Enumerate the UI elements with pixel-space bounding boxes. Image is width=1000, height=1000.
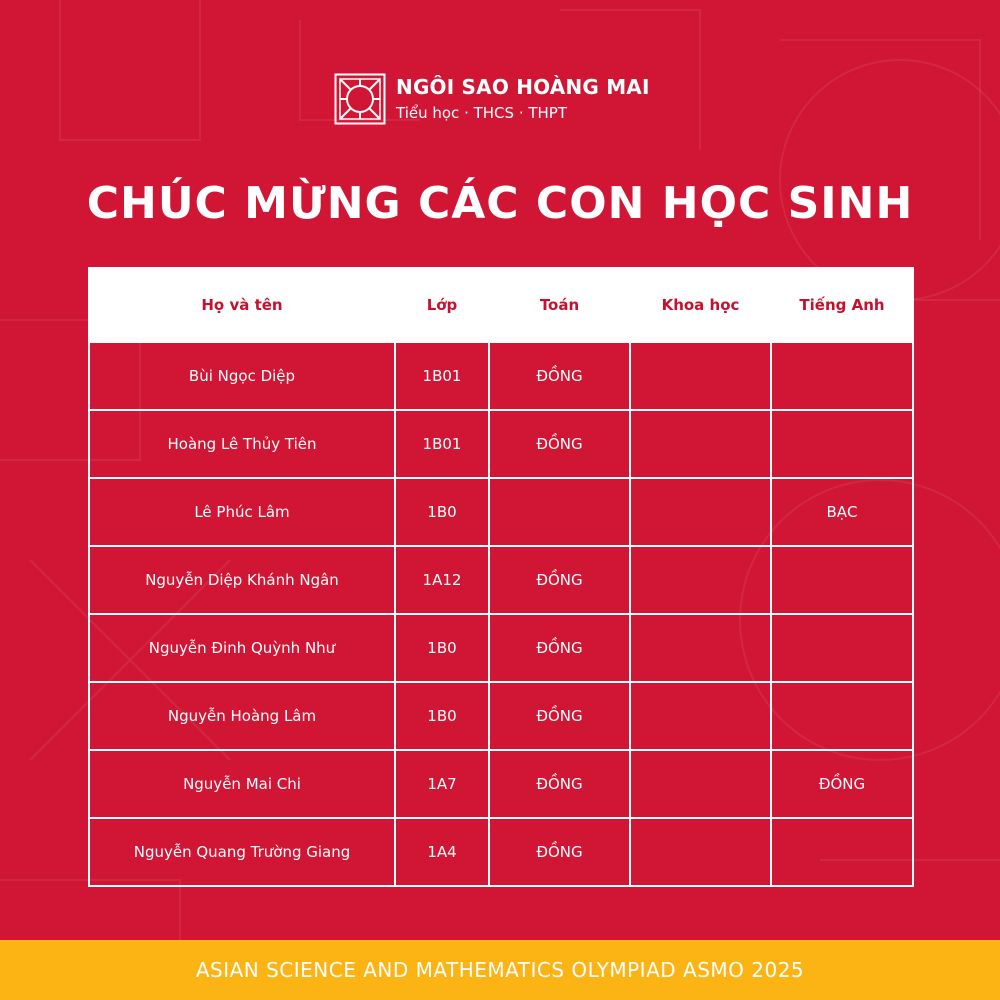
star-emblem-icon	[334, 73, 386, 125]
student-name-cell: Hoàng Lê Thủy Tiên	[89, 410, 395, 478]
science-medal-cell	[630, 478, 771, 546]
english-medal-cell	[771, 410, 913, 478]
table-row	[89, 818, 913, 886]
math-medal-cell	[489, 478, 630, 546]
english-medal-cell: BẠC	[771, 478, 913, 546]
math-medal-cell: ĐỒNG	[489, 410, 630, 478]
footer-band	[0, 940, 1000, 1000]
student-name-cell: Nguyễn Hoàng Lâm	[89, 682, 395, 750]
class-cell: 1B01	[395, 410, 489, 478]
english-medal-cell	[771, 546, 913, 614]
column-header-math: Toán	[489, 268, 630, 342]
math-medal-cell: ĐỒNG	[489, 342, 630, 410]
math-medal-cell: ĐỒNG	[489, 546, 630, 614]
science-medal-cell	[630, 750, 771, 818]
english-medal-cell: ĐỒNG	[771, 750, 913, 818]
brand-logo	[334, 73, 674, 127]
science-medal-cell	[630, 342, 771, 410]
class-cell: 1B0	[395, 478, 489, 546]
student-name-cell: Lê Phúc Lâm	[89, 478, 395, 546]
math-medal-cell: ĐỒNG	[489, 750, 630, 818]
table-row	[89, 478, 913, 546]
table-row	[89, 410, 913, 478]
column-header-science: Khoa học	[630, 268, 771, 342]
math-medal-cell: ĐỒNG	[489, 818, 630, 886]
class-cell: 1B01	[395, 342, 489, 410]
column-header-english: Tiếng Anh	[771, 268, 913, 342]
column-header-name: Họ và tên	[89, 268, 395, 342]
class-cell: 1A4	[395, 818, 489, 886]
page-title: CHÚC MỪNG CÁC CON HỌC SINH	[86, 178, 914, 229]
science-medal-cell	[630, 614, 771, 682]
student-name-cell: Nguyễn Đinh Quỳnh Như	[89, 614, 395, 682]
english-medal-cell	[771, 818, 913, 886]
english-medal-cell	[771, 682, 913, 750]
competition-name: ASIAN SCIENCE AND MATHEMATICS OLYMPIAD ASMO 2025	[195, 958, 805, 982]
science-medal-cell	[630, 818, 771, 886]
results-table	[88, 267, 914, 887]
class-cell: 1B0	[395, 682, 489, 750]
brand-name: NGÔI SAO HOÀNG MAI	[396, 75, 650, 99]
table-row	[89, 546, 913, 614]
table-row	[89, 750, 913, 818]
student-name-cell: Nguyễn Mai Chi	[89, 750, 395, 818]
class-cell: 1A12	[395, 546, 489, 614]
student-name-cell: Nguyễn Diệp Khánh Ngân	[89, 546, 395, 614]
english-medal-cell	[771, 342, 913, 410]
science-medal-cell	[630, 546, 771, 614]
science-medal-cell	[630, 410, 771, 478]
class-cell: 1B0	[395, 614, 489, 682]
english-medal-cell	[771, 614, 913, 682]
table-row	[89, 682, 913, 750]
column-header-class: Lớp	[395, 268, 489, 342]
math-medal-cell: ĐỒNG	[489, 614, 630, 682]
science-medal-cell	[630, 682, 771, 750]
table-row	[89, 614, 913, 682]
student-name-cell: Nguyễn Quang Trường Giang	[89, 818, 395, 886]
table-header-row	[89, 268, 913, 342]
class-cell: 1A7	[395, 750, 489, 818]
math-medal-cell: ĐỒNG	[489, 682, 630, 750]
table-row	[89, 342, 913, 410]
brand-tagline: Tiểu học · THCS · THPT	[396, 104, 567, 122]
student-name-cell: Bùi Ngọc Diệp	[89, 342, 395, 410]
